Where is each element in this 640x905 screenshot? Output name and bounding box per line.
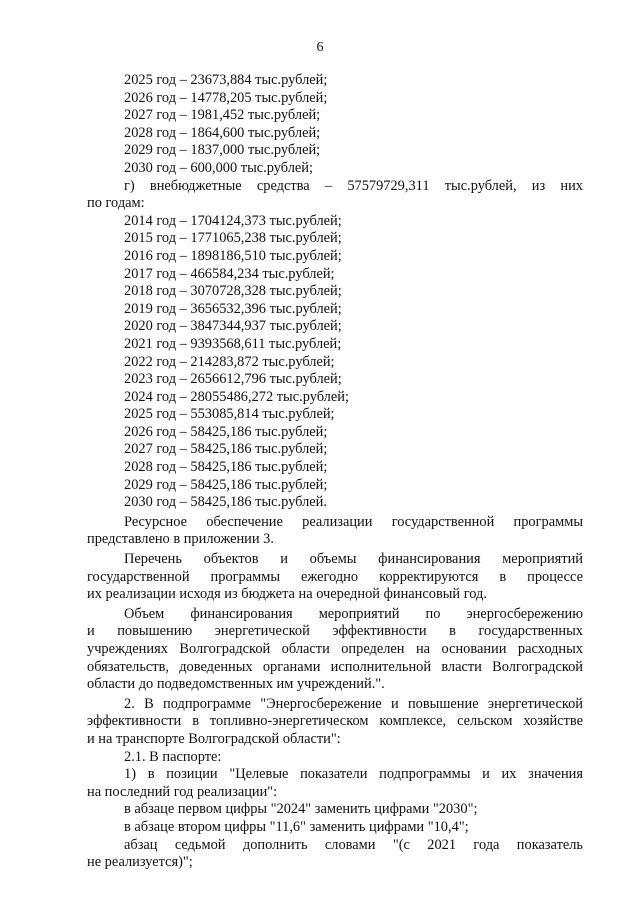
volume-line-1: Объем финансирования мероприятий по энергосбережению — [124, 605, 583, 622]
year-line: 2028 год – 1864,600 тыс.рублей; — [124, 124, 321, 141]
page-number: 6 — [316, 40, 324, 55]
years-list-a — [87, 72, 583, 178]
year-line: 2027 год – 1981,452 тыс.рублей; — [124, 107, 321, 124]
passport-heading: 2.1. В паспорте: — [124, 748, 222, 765]
volume-line-3: учреждениях Волгоградской области определен на основании расходных — [87, 641, 583, 657]
extrabudget-line-2: по годам: — [87, 195, 145, 212]
year-line: 2030 год – 600,000 тыс.рублей; — [124, 159, 313, 176]
year-line: 2030 год – 58425,186 тыс.рублей. — [124, 494, 327, 511]
year-line: 2018 год – 3070728,328 тыс.рублей; — [124, 283, 342, 300]
year-line: 2015 год – 1771065,238 тыс.рублей; — [124, 230, 342, 247]
list-paragraph — [87, 551, 583, 604]
list-line-2: государственной программы ежегодно корректируются в процессе — [87, 568, 583, 585]
year-line: 2016 год – 1898186,510 тыс.рублей; — [124, 247, 342, 264]
seventh-line-1: абзац седьмой дополнить словами "(с 2021 года показатель — [124, 836, 583, 853]
year-line: 2026 год – 14778,205 тыс.рублей; — [124, 89, 328, 106]
second-abzac-line: в абзаце втором цифры "11,6" заменить цифрами "10,4"; — [124, 818, 469, 835]
year-line: 2019 год – 3656532,396 тыс.рублей; — [124, 300, 342, 317]
year-line: 2028 год – 58425,186 тыс.рублей; — [124, 459, 328, 476]
resource-line-1: Ресурсное обеспечение реализации государственной программы — [124, 513, 583, 530]
subprogram-paragraph — [87, 696, 583, 749]
volume-paragraph — [87, 606, 583, 694]
year-line: 2024 год – 28055486,272 тыс.рублей; — [124, 388, 349, 405]
year-line: 2020 год – 3847344,937 тыс.рублей; — [124, 318, 342, 335]
volume-line-5: области до подведомственных им учреждений.". — [87, 676, 385, 693]
years-list-b — [87, 213, 583, 512]
subprogram-line-3: и на транспорте Волгоградской области": — [87, 730, 341, 747]
first-abzac-line: в абзаце первом цифры "2024" заменить цифрами "2030"; — [124, 801, 478, 818]
document-body — [87, 72, 583, 872]
year-line: 2029 год – 58425,186 тыс.рублей; — [124, 476, 328, 493]
seventh-line-2: не реализуется)"; — [87, 854, 193, 871]
extrabudget-paragraph — [87, 178, 583, 213]
resource-paragraph — [87, 514, 583, 549]
list-line-1: Перечень объектов и объемы финансирования мероприятий — [124, 551, 583, 568]
volume-line-2: и повышению энергетической эффективности в государственных — [87, 623, 583, 640]
resource-line-2: представлено в приложении 3. — [87, 531, 274, 548]
year-line: 2026 год – 58425,186 тыс.рублей; — [124, 423, 328, 440]
subprogram-line-2: эффективности в топливно-энергетическом комплексе, сельском хозяйстве — [87, 713, 583, 730]
year-line: 2025 год – 23673,884 тыс.рублей; — [124, 72, 328, 88]
year-line: 2023 год – 2656612,796 тыс.рублей; — [124, 371, 342, 388]
position-line-1: 1) в позиции "Целевые показатели подпрограммы и их значения — [124, 766, 583, 783]
year-line: 2017 год – 466584,234 тыс.рублей; — [124, 265, 335, 282]
year-line: 2022 год – 214283,872 тыс.рублей; — [124, 353, 335, 370]
year-line: 2014 год – 1704124,373 тыс.рублей; — [124, 212, 342, 229]
position-paragraph — [87, 766, 583, 801]
subprogram-line-1: 2. В подпрограмме "Энергосбережение и повышение энергетической — [124, 695, 583, 712]
year-line: 2021 год – 9393568,611 тыс.рублей; — [124, 335, 342, 352]
year-line: 2027 год – 58425,186 тыс.рублей; — [124, 441, 328, 458]
year-line: 2025 год – 553085,814 тыс.рублей; — [124, 406, 335, 423]
position-line-2: на последний год реализации": — [87, 783, 278, 800]
list-line-3: их реализации исходя из бюджета на очередной финансовый год. — [87, 586, 487, 603]
seventh-paragraph — [87, 837, 583, 872]
year-line: 2029 год – 1837,000 тыс.рублей; — [124, 142, 321, 159]
volume-line-4: обязательств, доведенных органами исполнительной власти Волгоградской — [87, 658, 583, 675]
extrabudget-line-1: г) внебюджетные средства – 57579729,311 тыс.рублей, из них — [124, 177, 583, 194]
